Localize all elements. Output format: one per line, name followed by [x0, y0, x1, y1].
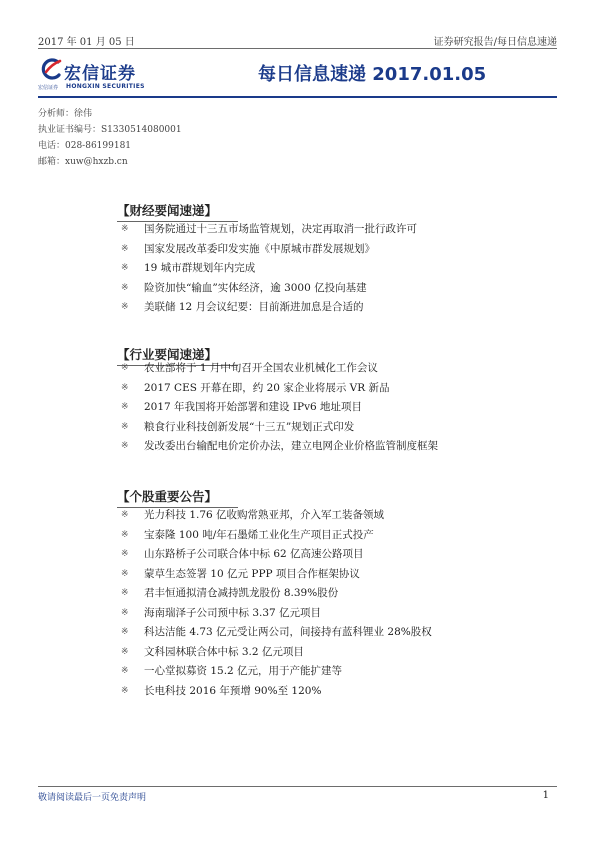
- bullet-icon: ※: [121, 441, 129, 451]
- bullet-icon: ※: [121, 510, 129, 520]
- analyst-phone: 电话：028-86199181: [38, 141, 132, 151]
- bullet-icon: ※: [121, 402, 129, 412]
- list-item: ※ 农业部将于 1 月中旬召开全国农业机械化工作会议: [117, 359, 438, 379]
- bullet-icon: ※: [121, 224, 129, 234]
- header-divider: [38, 48, 557, 49]
- bullet-icon: ※: [121, 363, 129, 373]
- bullet-icon: ※: [121, 382, 129, 393]
- analyst-email[interactable]: 邮箱：xuw@hxzb.cn: [38, 157, 128, 167]
- list-item: ※ 海南瑞泽子公司预中标 3.37 亿元项目: [117, 604, 432, 624]
- logo-en-name: HONGXIN SECURITIES: [66, 83, 145, 90]
- list-item: ※ 一心堂拟募资 15.2 亿元，用于产能扩建等: [117, 662, 432, 682]
- finance-news-list: [117, 220, 417, 318]
- list-item: ※ 山东路桥子公司联合体中标 62 亿高速公路项目: [117, 545, 432, 565]
- list-item: ※ 光力科技 1.76 亿收购常熟亚邦，介入军工装备领域: [117, 506, 432, 526]
- logo-cn-small: 宏信证券: [38, 85, 59, 91]
- disclaimer-note: 敬请阅读最后一页免责声明: [38, 793, 147, 803]
- bullet-icon: ※: [121, 529, 129, 540]
- list-item: ※ 国家发展改革委印发实施《中原城市群发展规划》: [117, 240, 417, 260]
- analyst-license: 执业证书编号：S1330514080001: [38, 125, 182, 135]
- bullet-icon: ※: [121, 421, 129, 432]
- stock-announcements-list: [117, 506, 432, 701]
- list-item: ※ 国务院通过十三五市场监管规划，决定再取消一批行政许可: [117, 220, 417, 240]
- bullet-icon: ※: [121, 568, 129, 579]
- list-item: ※ 美联储 12 月会议纪要：目前渐进加息是合适的: [117, 298, 417, 318]
- hongxin-logo-icon: [38, 56, 64, 82]
- section-title-industry: 【行业要闻速递】: [117, 347, 218, 362]
- bullet-icon: ※: [121, 627, 129, 637]
- bullet-icon: ※: [121, 243, 129, 254]
- page-number: 1: [542, 790, 549, 801]
- analyst-name: 分析师：徐伟: [38, 109, 93, 119]
- list-item: ※ 科达洁能 4.73 亿元受让两公司，间接持有蓝科锂业 28%股权: [117, 623, 432, 643]
- list-item: ※ 发改委出台输配电价定价办法，建立电网企业价格监管制度框架: [117, 437, 438, 457]
- list-item: ※ 2017 年我国将开始部署和建设 IPv6 地址项目: [117, 398, 438, 418]
- section-title-finance: 【财经要闻速递】: [117, 203, 218, 218]
- page-header: [38, 33, 557, 47]
- report-type: 证券研究报告/每日信息速递: [433, 37, 557, 48]
- report-date: 2017 年 01 月 05 日: [38, 37, 135, 48]
- list-item: ※ 长电科技 2016 年预增 90%至 120%: [117, 682, 432, 702]
- list-item: ※ 2017 CES 开幕在即，约 20 家企业将展示 VR 新品: [117, 379, 438, 399]
- list-item: ※ 险资加快“输血”实体经济，逾 3000 亿投向基建: [117, 279, 417, 299]
- list-item: ※ 蒙草生态签署 10 亿元 PPP 项目合作框架协议: [117, 565, 432, 585]
- analyst-info: [38, 106, 182, 170]
- bullet-icon: ※: [121, 588, 129, 598]
- bullet-icon: ※: [121, 549, 129, 559]
- bullet-icon: ※: [121, 302, 129, 312]
- bullet-icon: ※: [121, 685, 129, 696]
- bullet-icon: ※: [121, 646, 129, 657]
- section-title-stocks: 【个股重要公告】: [117, 489, 218, 504]
- list-item: ※ 君丰恒通拟清仓减持凯龙股份 8.39%股份: [117, 584, 432, 604]
- list-item: ※ 文科园林联合体中标 3.2 亿元项目: [117, 643, 432, 663]
- company-logo: [38, 56, 168, 92]
- list-item: ※ 19 城市群规划年内完成: [117, 259, 417, 279]
- bullet-icon: ※: [121, 607, 129, 618]
- list-item: ※ 粮食行业科技创新发展“十三五”规划正式印发: [117, 418, 438, 438]
- bullet-icon: ※: [121, 666, 129, 676]
- page-title: 每日信息速递 2017.01.05: [258, 64, 487, 85]
- title-divider: [38, 96, 557, 98]
- logo-cn-name: 宏信证券: [64, 64, 136, 84]
- footer-divider: [38, 786, 557, 787]
- industry-news-list: [117, 359, 438, 457]
- bullet-icon: ※: [121, 263, 129, 273]
- bullet-icon: ※: [121, 282, 129, 293]
- list-item: ※ 宝泰隆 100 吨/年石墨烯工业化生产项目正式投产: [117, 526, 432, 546]
